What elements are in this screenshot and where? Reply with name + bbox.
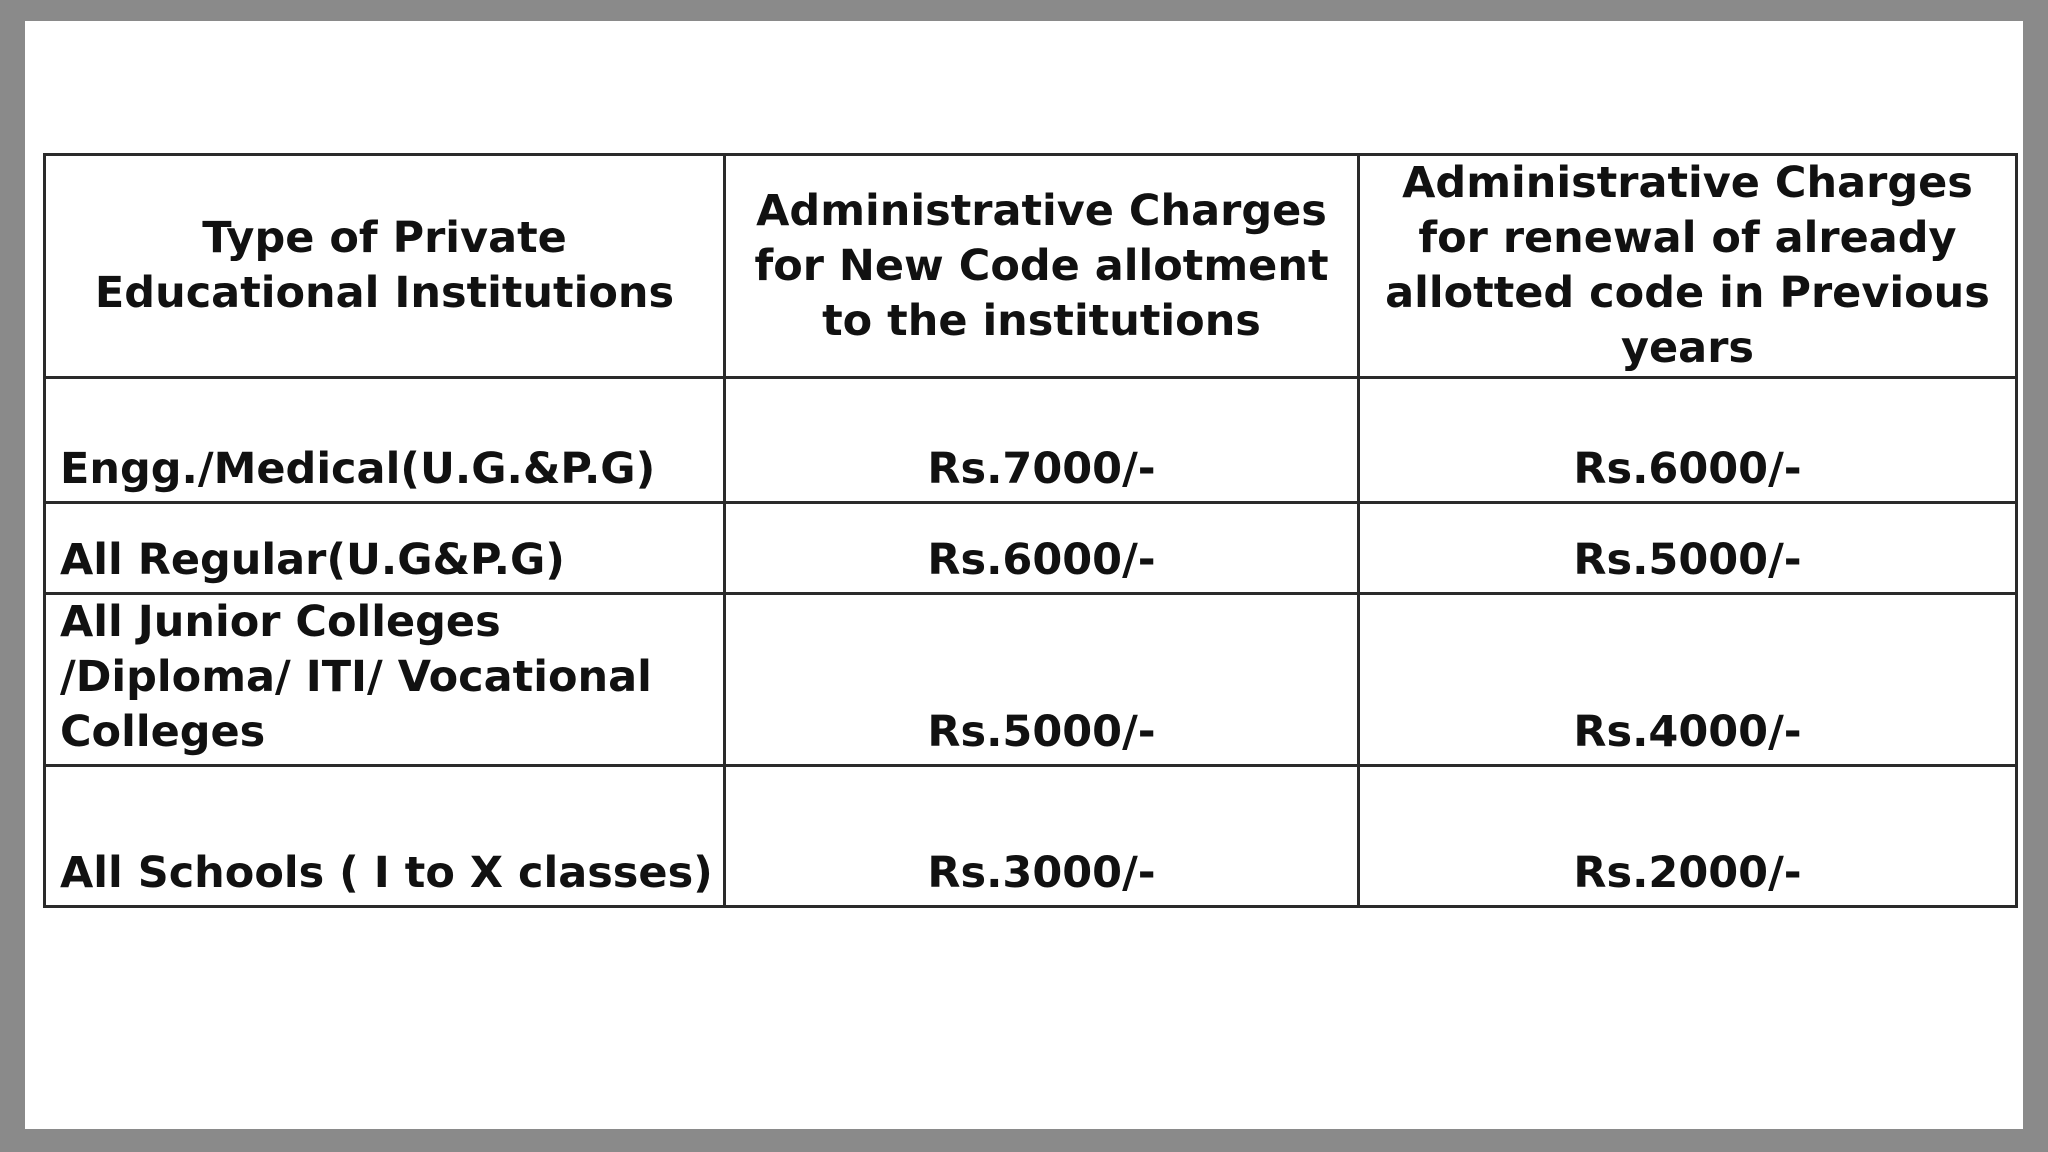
- header-renewal-charges: Administrative Charges for renewal of already allotted code in Previous years: [1359, 155, 2017, 378]
- administrative-charges-table: [43, 153, 2018, 908]
- renewal-charge-cell: Rs.5000/-: [1359, 503, 2017, 594]
- renewal-charge-cell: Rs.2000/-: [1359, 766, 2017, 907]
- table-row: [45, 503, 2017, 594]
- institution-type-cell: Engg./Medical(U.G.&P.G): [45, 378, 725, 503]
- header-new-code-charges: Administrative Charges for New Code allotment to the institutions: [725, 155, 1359, 378]
- renewal-charge-cell: Rs.4000/-: [1359, 594, 2017, 766]
- new-code-charge-cell: Rs.7000/-: [725, 378, 1359, 503]
- institution-type-cell: All Schools ( I to X classes): [45, 766, 725, 907]
- table-row: [45, 766, 2017, 907]
- header-institution-type: Type of Private Educational Institutions: [45, 155, 725, 378]
- table-row: [45, 378, 2017, 503]
- new-code-charge-cell: Rs.6000/-: [725, 503, 1359, 594]
- table-header-row: [45, 155, 2017, 378]
- document-page: [25, 21, 2023, 1129]
- renewal-charge-cell: Rs.6000/-: [1359, 378, 2017, 503]
- new-code-charge-cell: Rs.5000/-: [725, 594, 1359, 766]
- new-code-charge-cell: Rs.3000/-: [725, 766, 1359, 907]
- institution-type-cell: All Junior Colleges /Diploma/ ITI/ Vocational Colleges: [45, 594, 725, 766]
- table-row: [45, 594, 2017, 766]
- institution-type-cell: All Regular(U.G&P.G): [45, 503, 725, 594]
